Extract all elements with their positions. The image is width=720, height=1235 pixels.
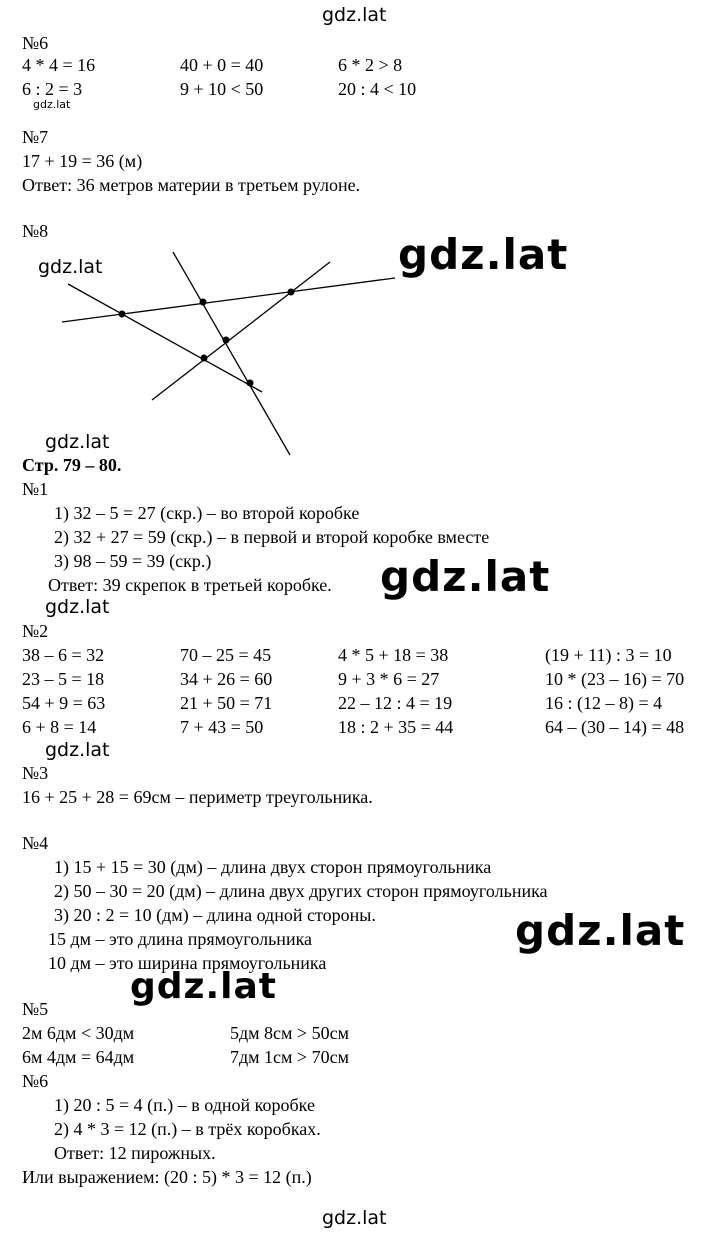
s2-cell: 54 + 9 = 63	[22, 693, 106, 713]
s2-cell: 38 – 6 = 32	[22, 645, 105, 665]
intersection-point	[200, 299, 207, 306]
watermark-figure-large: gdz.lat	[398, 230, 569, 279]
s2-cell: 10 * (23 – 16) = 70	[545, 669, 685, 689]
section-2-heading: №2	[22, 621, 49, 641]
watermark-bottom: gdz.lat	[322, 1207, 387, 1229]
s2-cell: 23 – 5 = 18	[22, 669, 105, 689]
s7-line-0: 17 + 19 = 36 (м)	[22, 151, 143, 171]
s1-line-1: 2) 32 + 27 = 59 (скр.) – в первой и второй коробке вместе	[54, 527, 490, 547]
s6a-cell-4: 9 + 10 < 50	[180, 79, 264, 99]
section-1-heading: №1	[22, 479, 49, 499]
s2-cell: (19 + 11) : 3 = 10	[545, 645, 672, 665]
s2-cell: 9 + 3 * 6 = 27	[338, 669, 440, 689]
s6a-cell-5: 20 : 4 < 10	[338, 79, 417, 99]
s6b-answer: Ответ: 12 пирожных.	[54, 1143, 216, 1163]
s6a-cell-0: 4 * 4 = 16	[22, 55, 96, 75]
watermark-figure-bottom: gdz.lat	[45, 431, 110, 453]
s4-line-4: 10 дм – это ширина прямоугольника	[48, 953, 327, 973]
watermark-section1-small: gdz.lat	[45, 596, 110, 618]
section-5-heading: №5	[22, 999, 49, 1019]
intersection-point	[288, 289, 295, 296]
s6a-cell-2: 6 * 2 > 8	[338, 55, 403, 75]
s6b-line-0: 1) 20 : 5 = 4 (п.) – в одной коробке	[54, 1095, 315, 1115]
intersection-point	[223, 337, 230, 344]
s4-line-0: 1) 15 + 15 = 30 (дм) – длина двух сторон прямоугольника	[54, 857, 492, 877]
s4-line-1: 2) 50 – 30 = 20 (дм) – длина двух других сторон прямоугольника	[54, 881, 548, 901]
figure-line-4	[152, 262, 330, 400]
s2-cell: 70 – 25 = 45	[180, 645, 272, 665]
lines-figure	[0, 0, 720, 470]
s6b-line-1: 2) 4 * 3 = 12 (п.) – в трёх коробках.	[54, 1119, 321, 1139]
intersection-point	[247, 380, 254, 387]
s2-cell: 7 + 43 = 50	[180, 717, 264, 737]
s2-cell: 6 + 8 = 14	[22, 717, 97, 737]
s2-cell: 16 : (12 – 8) = 4	[545, 693, 663, 713]
s2-cell: 18 : 2 + 35 = 44	[338, 717, 454, 737]
s5-cell-2: 6м 4дм = 64дм	[22, 1047, 135, 1067]
s2-cell: 64 – (30 – 14) = 48	[545, 717, 685, 737]
s5-cell-0: 2м 6дм < 30дм	[22, 1023, 135, 1043]
s4-line-2: 3) 20 : 2 = 10 (дм) – длина одной стороны.	[54, 905, 376, 925]
section-3-heading: №3	[22, 763, 49, 783]
watermark-section1-large: gdz.lat	[380, 552, 551, 601]
s6a-cell-1: 40 + 0 = 40	[180, 55, 264, 75]
s5-cell-1: 5дм 8см > 50см	[230, 1023, 349, 1043]
s6a-cell-3: 6 : 2 = 3	[22, 79, 83, 99]
watermark-top: gdz.lat	[322, 4, 387, 26]
s4-line-3: 15 дм – это длина прямоугольника	[48, 929, 313, 949]
s2-cell: 22 – 12 : 4 = 19	[338, 693, 453, 713]
s2-cell: 21 + 50 = 71	[180, 693, 273, 713]
watermark-figure-left: gdz.lat	[38, 256, 103, 278]
section-8-heading: №8	[22, 221, 49, 241]
section-6a-heading: №6	[22, 33, 49, 53]
intersection-point	[119, 311, 126, 318]
page-title: Стр. 79 – 80.	[22, 455, 122, 475]
s1-answer: Ответ: 39 скрепок в третьей коробке.	[48, 575, 332, 595]
s5-cell-3: 7дм 1см > 70см	[230, 1047, 349, 1067]
intersection-point	[201, 355, 208, 362]
s7-line-1: Ответ: 36 метров материи в третьем рулоне.	[22, 175, 361, 195]
section-4-heading: №4	[22, 833, 49, 853]
section-6b-heading: №6	[22, 1071, 49, 1091]
watermark-small: gdz.lat	[33, 98, 71, 111]
section-7-heading: №7	[22, 127, 49, 147]
watermark-section4-mid: gdz.lat	[130, 966, 278, 1007]
s1-line-2: 3) 98 – 59 = 39 (скр.)	[54, 551, 212, 571]
s2-cell: 34 + 26 = 60	[180, 669, 273, 689]
s6b-expression: Или выражением: (20 : 5) * 3 = 12 (п.)	[22, 1167, 312, 1187]
s2-cell: 4 * 5 + 18 = 38	[338, 645, 449, 665]
s3-line-0: 16 + 25 + 28 = 69см – периметр треугольника.	[22, 787, 373, 807]
watermark-section4-large: gdz.lat	[515, 906, 686, 955]
figure-line-3	[173, 252, 290, 455]
s1-line-0: 1) 32 – 5 = 27 (скр.) – во второй коробке	[54, 503, 360, 523]
figure-line-1	[62, 278, 395, 322]
watermark-section2: gdz.lat	[45, 739, 110, 761]
